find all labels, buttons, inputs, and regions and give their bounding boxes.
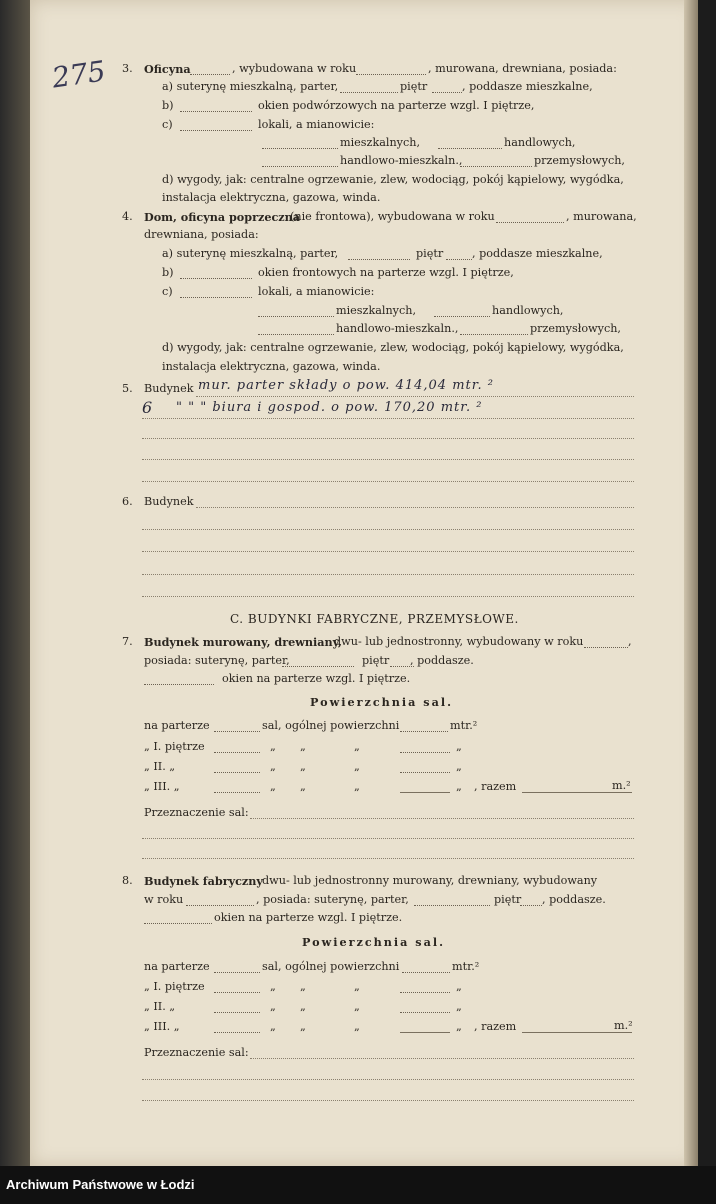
s7-text2: posiada: suterynę, parter, bbox=[144, 654, 290, 667]
s4-d: d) wygody, jak: centralne ogrzewanie, zlew, wodociąg, pokój kąpielowy, wygódka, bbox=[162, 341, 624, 354]
s5-handwritten-line1: mur. parter składy o pow. 414,04 mtr. ² bbox=[198, 378, 495, 393]
s7-title: Budynek murowany, drewniany, bbox=[144, 635, 342, 649]
s3-a: a) suterynę mieszkalną, parter, bbox=[162, 80, 339, 93]
s4-b: b) bbox=[162, 266, 174, 279]
s5-num: 5. bbox=[122, 382, 133, 395]
s8-pietr: piętr bbox=[494, 893, 522, 906]
s7-poddasze: , poddasze. bbox=[410, 654, 474, 667]
s8-sal-field[interactable] bbox=[214, 1032, 260, 1033]
s4-m2-field[interactable] bbox=[434, 316, 490, 317]
s3-m1-field[interactable] bbox=[262, 148, 338, 149]
s8-przeznaczenie: Przeznaczenie sal: bbox=[144, 1046, 249, 1059]
s7-pow-field[interactable] bbox=[400, 752, 450, 753]
q: „ bbox=[456, 1000, 462, 1013]
s7-num: 7. bbox=[122, 635, 133, 648]
s4-b-field[interactable] bbox=[180, 278, 252, 279]
s7-heading: Powierzchnia sal. bbox=[310, 695, 453, 709]
s7-text: , bbox=[628, 635, 632, 648]
s3-text: , murowana, drewniana, posiada: bbox=[428, 62, 617, 75]
q: „ bbox=[300, 980, 306, 993]
s6-line[interactable] bbox=[142, 529, 634, 530]
s8-heading: Powierzchnia sal. bbox=[302, 935, 445, 949]
s7-line[interactable] bbox=[142, 858, 634, 859]
s7-row-parter-text: sal, ogólnej powierzchni bbox=[262, 719, 400, 732]
s6-line[interactable] bbox=[196, 507, 634, 508]
s7-pietr: piętr bbox=[362, 654, 390, 667]
s7-pow-field[interactable] bbox=[400, 731, 448, 732]
q: „ bbox=[354, 980, 360, 993]
section-c-heading: C. BUDYNKI FABRYCZNE, PRZEMYSŁOWE. bbox=[230, 612, 519, 626]
s3-year-field[interactable] bbox=[356, 74, 426, 75]
s8-text2b: , posiada: suterynę, parter, bbox=[256, 893, 409, 906]
s7-pow-field[interactable] bbox=[400, 792, 450, 793]
s3-a3: , poddasze mieszkalne, bbox=[462, 80, 593, 93]
s3-c-field[interactable] bbox=[180, 130, 252, 131]
q: „ bbox=[456, 980, 462, 993]
q: „ bbox=[300, 760, 306, 773]
s8-mtr: mtr.² bbox=[452, 960, 480, 973]
s3-b-field[interactable] bbox=[180, 111, 252, 112]
s8-parter-field[interactable] bbox=[414, 905, 490, 906]
s4-pietr-field[interactable] bbox=[446, 259, 472, 260]
s8-pow-field[interactable] bbox=[400, 1012, 450, 1013]
s3-m4: przemysłowych, bbox=[534, 154, 625, 167]
s6-num: 6. bbox=[122, 495, 133, 508]
s3-m2: handlowych, bbox=[504, 136, 576, 149]
s8-row-1: „ I. piętrze bbox=[144, 980, 205, 993]
page-edge bbox=[684, 0, 698, 1166]
s6-line[interactable] bbox=[142, 574, 634, 575]
s5-handwritten-line2: " " " biura i gospod. o pow. 170,20 mtr. ² bbox=[176, 400, 483, 415]
s4-m3-field[interactable] bbox=[258, 334, 334, 335]
s8-year-field[interactable] bbox=[186, 905, 254, 906]
s8-line[interactable] bbox=[250, 1058, 634, 1059]
q: „ bbox=[270, 780, 276, 793]
s4-c-field[interactable] bbox=[180, 297, 252, 298]
s4-m2: handlowych, bbox=[492, 304, 564, 317]
s5-line[interactable] bbox=[196, 396, 634, 397]
q: „ bbox=[456, 1020, 462, 1033]
s8-pietr-field[interactable] bbox=[520, 905, 542, 906]
s7-row-1: „ I. piętrze bbox=[144, 740, 205, 753]
s6-line[interactable] bbox=[142, 596, 634, 597]
q: „ bbox=[354, 1000, 360, 1013]
s7-line[interactable] bbox=[250, 818, 634, 819]
s8-razem: , razem bbox=[474, 1020, 517, 1033]
s7-row-3: „ III. „ bbox=[144, 780, 180, 793]
q: „ bbox=[300, 780, 306, 793]
s3-m2-field[interactable] bbox=[438, 148, 502, 149]
q: „ bbox=[354, 780, 360, 793]
s7-sal-field[interactable] bbox=[214, 792, 260, 793]
s7-parter-field[interactable] bbox=[282, 666, 354, 667]
q: „ bbox=[300, 740, 306, 753]
s4-a3: , poddasze mieszkalne, bbox=[472, 247, 603, 260]
s4-m1: mieszkalnych, bbox=[336, 304, 417, 317]
s4-text2: drewniana, posiada: bbox=[144, 228, 259, 241]
s5-line[interactable] bbox=[142, 418, 634, 419]
s4-num: 4. bbox=[122, 210, 133, 223]
s5-label: Budynek bbox=[144, 382, 194, 395]
archive-name: Archiwum Państwowe w Łodzi bbox=[6, 1177, 195, 1192]
q: „ bbox=[270, 980, 276, 993]
s3-d2: instalacja elektryczna, gazowa, winda. bbox=[162, 191, 381, 204]
s5-line[interactable] bbox=[142, 438, 634, 439]
s8-line[interactable] bbox=[142, 1100, 634, 1101]
q: „ bbox=[354, 760, 360, 773]
s7-przeznaczenie: Przeznaczenie sal: bbox=[144, 806, 249, 819]
q: „ bbox=[270, 1020, 276, 1033]
s3-c2: lokali, a mianowicie: bbox=[258, 118, 375, 131]
archive-footer bbox=[0, 1166, 716, 1204]
s8-text: dwu- lub jednostronny murowany, drewniany, wybudowany bbox=[262, 874, 598, 887]
q: „ bbox=[270, 1000, 276, 1013]
s5-line[interactable] bbox=[142, 481, 634, 482]
s7-sal-field[interactable] bbox=[214, 731, 260, 732]
s5-line[interactable] bbox=[142, 459, 634, 460]
s4-c: c) bbox=[162, 285, 173, 298]
s7-razem: , razem bbox=[474, 780, 517, 793]
s8-okien-field[interactable] bbox=[144, 923, 212, 924]
q: „ bbox=[354, 740, 360, 753]
s6-label: Budynek bbox=[144, 495, 194, 508]
s3-m3-field[interactable] bbox=[262, 166, 338, 167]
s7-line[interactable] bbox=[142, 838, 634, 839]
s3-c: c) bbox=[162, 118, 173, 131]
s4-year-field[interactable] bbox=[496, 222, 564, 223]
s4-b2: okien frontowych na parterze wzgl. I piętrze, bbox=[258, 266, 514, 279]
s8-unit: m.² bbox=[614, 1019, 633, 1032]
s8-pow-field[interactable] bbox=[400, 992, 450, 993]
s4-a2: piętr bbox=[416, 247, 444, 260]
s3-field[interactable] bbox=[190, 74, 230, 75]
s3-b: b) bbox=[162, 99, 174, 112]
s7-row-2: „ II. „ bbox=[144, 760, 176, 773]
s7-mtr: mtr.² bbox=[450, 719, 478, 732]
s4-m1-field[interactable] bbox=[258, 316, 334, 317]
s7-okien-field[interactable] bbox=[144, 684, 214, 685]
s4-d2: instalacja elektryczna, gazowa, winda. bbox=[162, 360, 381, 373]
s4-parter-field[interactable] bbox=[348, 259, 410, 260]
s3-m3: handlowo-mieszkaln., bbox=[340, 154, 463, 167]
s7-unit: m.² bbox=[612, 779, 631, 792]
s4-text: , murowana, bbox=[566, 210, 637, 223]
s4-m4: przemysłowych, bbox=[530, 322, 621, 335]
s8-pow-field[interactable] bbox=[400, 1032, 450, 1033]
binding-edge bbox=[0, 0, 30, 1166]
s8-row-parter-text: sal, ogólnej powierzchni bbox=[262, 960, 400, 973]
s4-c2: lokali, a mianowicie: bbox=[258, 285, 375, 298]
s7-sal-field[interactable] bbox=[214, 752, 260, 753]
s8-text2: w roku bbox=[144, 893, 184, 906]
q: „ bbox=[456, 780, 462, 793]
s8-num: 8. bbox=[122, 874, 133, 887]
s7-row-parter: na parterze bbox=[144, 719, 210, 732]
page-number-handwritten: 275 bbox=[49, 54, 108, 95]
s8-row-3: „ III. „ bbox=[144, 1020, 180, 1033]
q: „ bbox=[300, 1000, 306, 1013]
s8-poddasze: , poddasze. bbox=[542, 893, 606, 906]
s7-text: dwu- lub jednostronny, wybudowany w roku bbox=[334, 635, 584, 648]
s3-text: , wybudowana w roku bbox=[232, 62, 357, 75]
q: „ bbox=[354, 1020, 360, 1033]
s8-sal-field[interactable] bbox=[214, 1012, 260, 1013]
q: „ bbox=[456, 760, 462, 773]
s8-title: Budynek fabryczny bbox=[144, 874, 263, 888]
s4-text: (nie frontowa), wybudowana w roku bbox=[290, 210, 495, 223]
s3-a2: piętr bbox=[400, 80, 428, 93]
q: „ bbox=[300, 1020, 306, 1033]
s3-parter-field[interactable] bbox=[340, 92, 398, 93]
s8-sal-field[interactable] bbox=[214, 972, 260, 973]
q: „ bbox=[270, 760, 276, 773]
s3-pietr-field[interactable] bbox=[432, 92, 462, 93]
s3-num: 3. bbox=[122, 62, 133, 75]
s8-row-2: „ II. „ bbox=[144, 1000, 176, 1013]
s8-line[interactable] bbox=[142, 1079, 634, 1080]
s3-m1: mieszkalnych, bbox=[340, 136, 421, 149]
s8-pow-field[interactable] bbox=[402, 972, 450, 973]
s8-sal-field[interactable] bbox=[214, 992, 260, 993]
s3-m4-field[interactable] bbox=[460, 166, 532, 167]
s3-b2: okien podwórzowych na parterze wzgl. I piętrze, bbox=[258, 99, 535, 112]
s4-m4-field[interactable] bbox=[460, 334, 528, 335]
s7-year-field[interactable] bbox=[584, 647, 628, 648]
s5-handwritten-num: 6 bbox=[142, 398, 153, 417]
q: „ bbox=[456, 740, 462, 753]
s6-line[interactable] bbox=[142, 551, 634, 552]
s7-pow-field[interactable] bbox=[400, 772, 450, 773]
s4-title: Dom, oficyna poprzeczna bbox=[144, 210, 300, 224]
s3-title: Oficyna bbox=[144, 62, 191, 76]
s8-text3: okien na parterze wzgl. I piętrze. bbox=[214, 911, 403, 924]
s8-row-parter: na parterze bbox=[144, 960, 210, 973]
s4-a: a) suterynę mieszkalną, parter, bbox=[162, 247, 339, 260]
s7-text3: okien na parterze wzgl. I piętrze. bbox=[222, 672, 411, 685]
s4-m3: handlowo-mieszkaln., bbox=[336, 322, 459, 335]
q: „ bbox=[270, 740, 276, 753]
s7-sal-field[interactable] bbox=[214, 772, 260, 773]
s3-d: d) wygody, jak: centralne ogrzewanie, zlew, wodociąg, pokój kąpielowy, wygódka, bbox=[162, 173, 624, 186]
